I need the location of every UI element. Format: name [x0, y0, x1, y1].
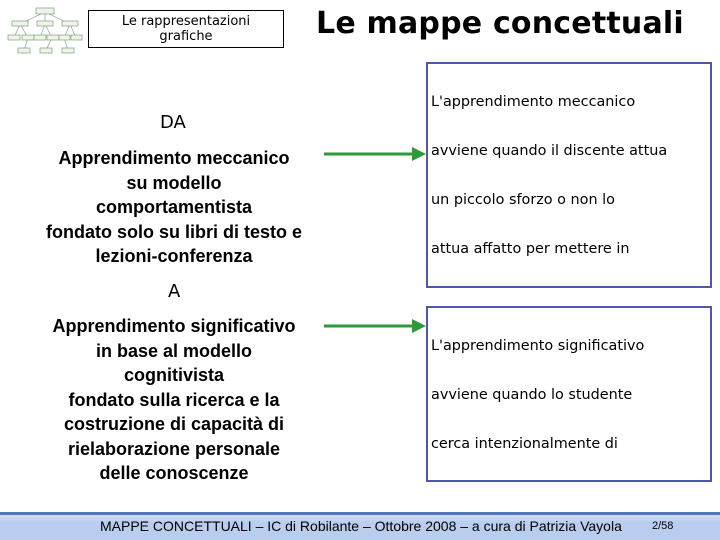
subtitle-line-2: grafiche: [159, 29, 213, 44]
arrow-right-icon: [322, 144, 428, 164]
block2-line: fondato sulla ricerca e la: [68, 389, 280, 410]
footer-divider: [0, 512, 720, 515]
box2-line: cerca intenzionalmente di: [431, 435, 618, 452]
box1-line: L'apprendimento meccanico: [431, 93, 636, 110]
mechanical-learning-definition-box: [426, 62, 712, 288]
box2-line: avviene quando lo studente: [431, 386, 633, 403]
mechanical-learning-block: [22, 146, 326, 269]
block1-line: fondato solo su libri di testo e: [45, 221, 302, 242]
block2-line: rielaborazione personale: [67, 438, 281, 459]
block2-line: Apprendimento significativo: [52, 316, 296, 336]
page-title: Le mappe concettuali: [316, 6, 684, 41]
box2-line: [431, 481, 706, 482]
meaningful-learning-definition-box: [426, 306, 712, 482]
section-subtitle-box: [88, 10, 284, 48]
block2-line: in base al modello: [95, 340, 253, 361]
block1-line: Apprendimento meccanico: [58, 148, 290, 168]
from-label: DA: [160, 112, 186, 133]
block2-line: costruzione di capacità di: [63, 414, 285, 434]
box1-line: avviene quando il discente attua: [431, 142, 668, 159]
block1-line: lezioni-conferenza: [95, 246, 253, 266]
box2-line: L'apprendimento significativo: [431, 337, 645, 354]
footer-caption: MAPPE CONCETTUALI – IC di Robilante – Ottobre 2008 – a cura di Patrizia Vayola: [100, 518, 622, 534]
subtitle-line-1: Le rappresentazioni: [121, 14, 251, 29]
meaningful-learning-block: [22, 314, 326, 486]
block2-line: cognitivista: [123, 365, 225, 385]
arrow-right-icon: [322, 316, 428, 336]
block1-line: su modello: [126, 172, 222, 193]
block2-line: delle conoscenze: [99, 463, 249, 483]
block1-line: comportamentista: [95, 197, 253, 217]
box1-line: [431, 286, 706, 288]
to-label: A: [168, 281, 181, 302]
concept-map-thumbnail-image: [6, 4, 84, 58]
page-number: 2/58: [652, 520, 674, 532]
box1-line: attua affatto per mettere in: [431, 241, 630, 258]
box1-line: un piccolo sforzo o non lo: [431, 191, 615, 208]
